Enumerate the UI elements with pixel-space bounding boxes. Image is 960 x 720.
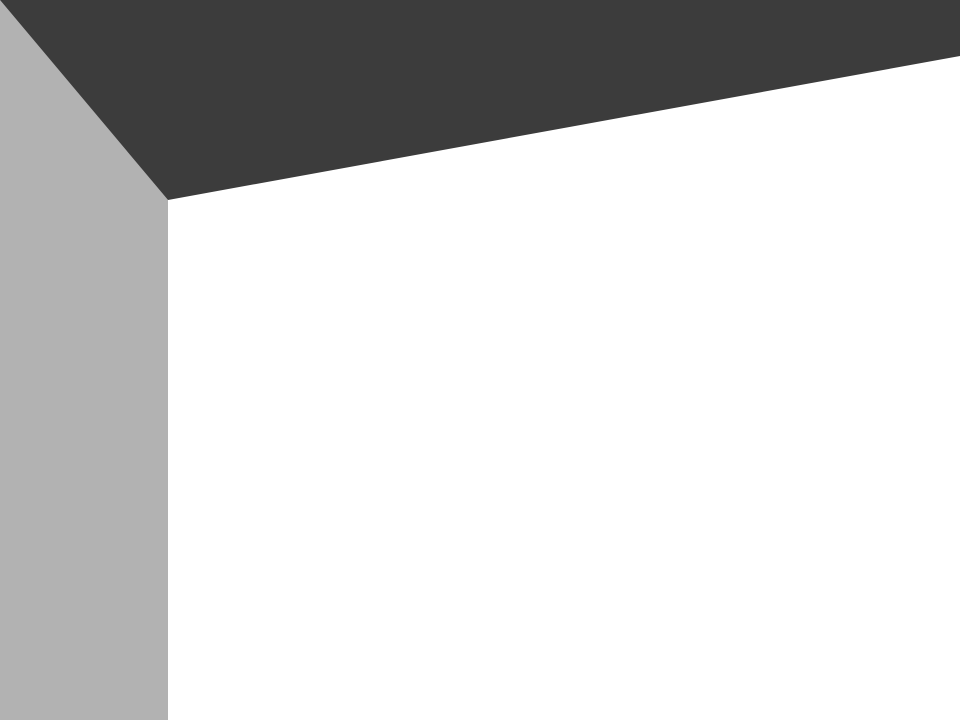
top-dark-panel (0, 0, 960, 200)
body-text (186, 232, 922, 244)
